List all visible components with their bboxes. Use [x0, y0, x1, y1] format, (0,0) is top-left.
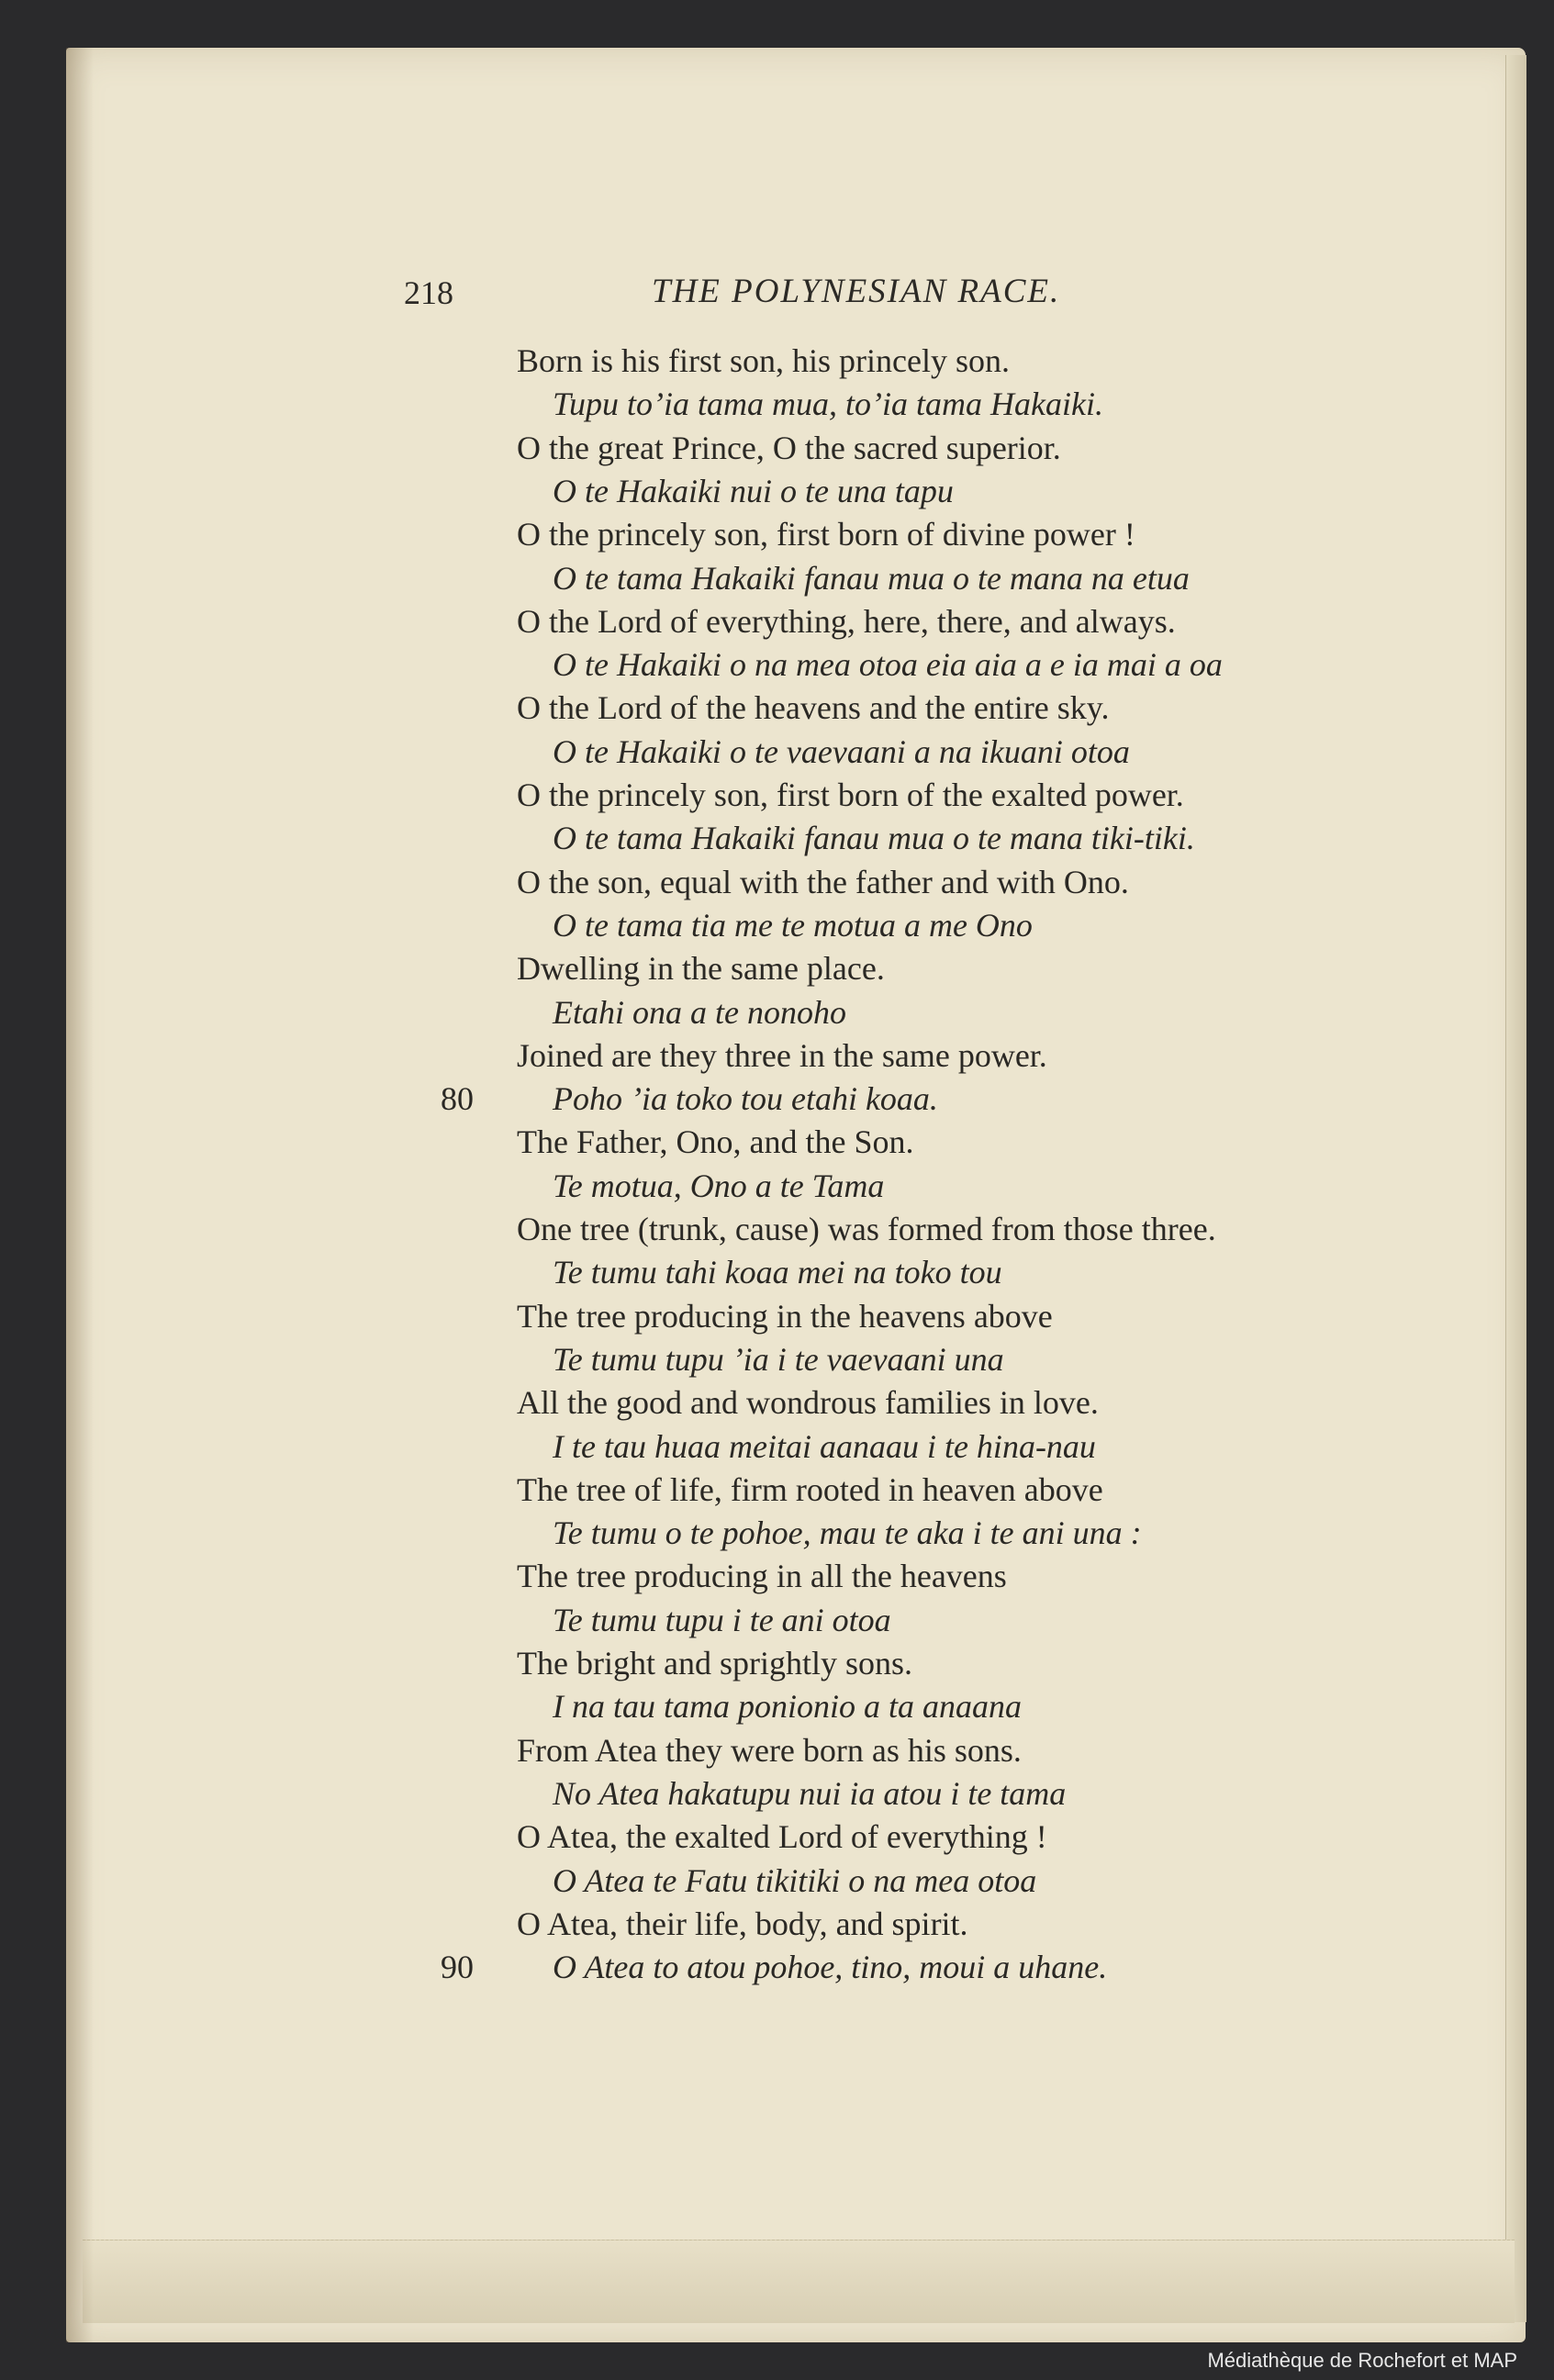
english-line — [0, 1383, 1554, 1427]
polynesian-line — [0, 819, 1554, 863]
line-text: No Atea hakatupu nui ia atou i te tama — [553, 1774, 1067, 1812]
line-number: 80 — [441, 1080, 474, 1118]
line-text: O Atea te Fatu tikitiki o na mea otoa — [553, 1861, 1037, 1899]
line-text: O Atea, their life, body, and spirit. — [517, 1905, 968, 1942]
line-text: Te tumu tahi koaa mei na toko tou — [553, 1254, 1002, 1291]
line-text: Joined are they three in the same power. — [517, 1036, 1047, 1074]
polynesian-line — [0, 732, 1554, 777]
line-text: O the Lord of the heavens and the entire sky. — [517, 689, 1110, 727]
line-text: Poho ’ia toko tou etahi koaa. — [553, 1080, 938, 1118]
polynesian-line — [0, 559, 1554, 603]
line-text: O te Hakaiki nui o te una tapu — [553, 472, 954, 509]
line-text: The Father, Ono, and the Son. — [517, 1123, 914, 1161]
line-text: The tree producing in the heavens above — [517, 1297, 1053, 1335]
english-line — [0, 688, 1554, 732]
line-text: From Atea they were born as his sons. — [517, 1731, 1022, 1769]
line-text: Dwelling in the same place. — [517, 950, 885, 988]
page-edge-bottom — [83, 2240, 1515, 2323]
line-text: The tree of life, firm rooted in heaven above — [517, 1470, 1103, 1508]
polynesian-line — [0, 1253, 1554, 1297]
english-line — [0, 1470, 1554, 1514]
polynesian-line — [0, 993, 1554, 1037]
english-line — [0, 515, 1554, 559]
line-text: O te tama Hakaiki fanau mua o te mana na etua — [553, 559, 1190, 597]
english-line — [0, 1123, 1554, 1167]
line-text: All the good and wondrous families in love. — [517, 1384, 1099, 1422]
line-text: O te Hakaiki o na mea otoa eia aia a e ia mai a oa — [553, 646, 1223, 684]
polynesian-line — [0, 1167, 1554, 1211]
english-line — [0, 1817, 1554, 1861]
polynesian-line — [0, 1340, 1554, 1384]
line-number: 90 — [441, 1949, 474, 1986]
line-text: O Atea, the exalted Lord of everything ! — [517, 1818, 1047, 1856]
line-text: The bright and sprightly sons. — [517, 1645, 912, 1682]
english-line — [0, 1210, 1554, 1254]
english-line — [0, 429, 1554, 473]
line-text: I te tau huaa meitai aanaau i te hina-nau — [553, 1427, 1096, 1465]
polynesian-line — [0, 1948, 1554, 1992]
line-text: O the great Prince, O the sacred superior. — [517, 429, 1061, 466]
polynesian-line — [0, 1687, 1554, 1731]
line-text: O te Hakaiki o te vaevaani a na ikuani otoa — [553, 732, 1130, 770]
english-line — [0, 1036, 1554, 1080]
polynesian-line — [0, 385, 1554, 429]
line-text: Born is his first son, his princely son. — [517, 342, 1010, 379]
line-text: Te motua, Ono a te Tama — [553, 1167, 885, 1204]
line-text: One tree (trunk, cause) was formed from those three. — [517, 1211, 1216, 1247]
polynesian-line — [0, 472, 1554, 516]
english-line — [0, 1557, 1554, 1601]
english-line — [0, 1731, 1554, 1775]
line-text: O Atea to atou pohoe, tino, moui a uhane. — [553, 1949, 1108, 1986]
line-text: Tupu to’ia tama mua, to’ia tama Hakaiki. — [553, 385, 1103, 423]
english-line — [0, 1297, 1554, 1341]
line-text: O the princely son, first born of the exalted power. — [517, 777, 1184, 813]
line-text: O te tama Hakaiki fanau mua o te mana tiki-tiki. — [553, 820, 1195, 857]
line-text: The tree producing in all the heavens — [517, 1558, 1007, 1595]
line-text: Etahi ona a te nonoho — [553, 993, 846, 1031]
line-text: Te tumu o te pohoe, mau te aka i te ani una : — [553, 1514, 1142, 1552]
english-line — [0, 949, 1554, 993]
watermark: Médiathèque de Rochefort et MAP — [1207, 2349, 1517, 2372]
polynesian-line — [0, 1427, 1554, 1471]
line-text: O the princely son, first born of divine power ! — [517, 516, 1135, 553]
line-text: Te tumu tupu ’ia i te vaevaani una — [553, 1340, 1004, 1378]
polynesian-line — [0, 1774, 1554, 1818]
polynesian-line — [0, 1514, 1554, 1558]
english-line — [0, 341, 1554, 385]
english-line — [0, 602, 1554, 646]
line-text: I na tau tama ponionio a ta anaana — [553, 1688, 1022, 1726]
page-number: 218 — [404, 274, 453, 311]
line-text: O the son, equal with the father and with Ono. — [517, 863, 1129, 900]
english-line — [0, 1644, 1554, 1688]
line-text: O te tama tia me te motua a me Ono — [553, 906, 1033, 944]
english-line — [0, 863, 1554, 907]
line-text: O the Lord of everything, here, there, and always. — [517, 602, 1176, 640]
polynesian-line — [0, 1601, 1554, 1645]
running-title: THE POLYNESIAN RACE. — [652, 273, 1061, 310]
polynesian-line — [0, 1079, 1554, 1123]
polynesian-line — [0, 645, 1554, 689]
line-text: Te tumu tupu i te ani otoa — [553, 1601, 891, 1638]
polynesian-line — [0, 1861, 1554, 1905]
english-line — [0, 1905, 1554, 1949]
english-line — [0, 776, 1554, 820]
polynesian-line — [0, 906, 1554, 950]
